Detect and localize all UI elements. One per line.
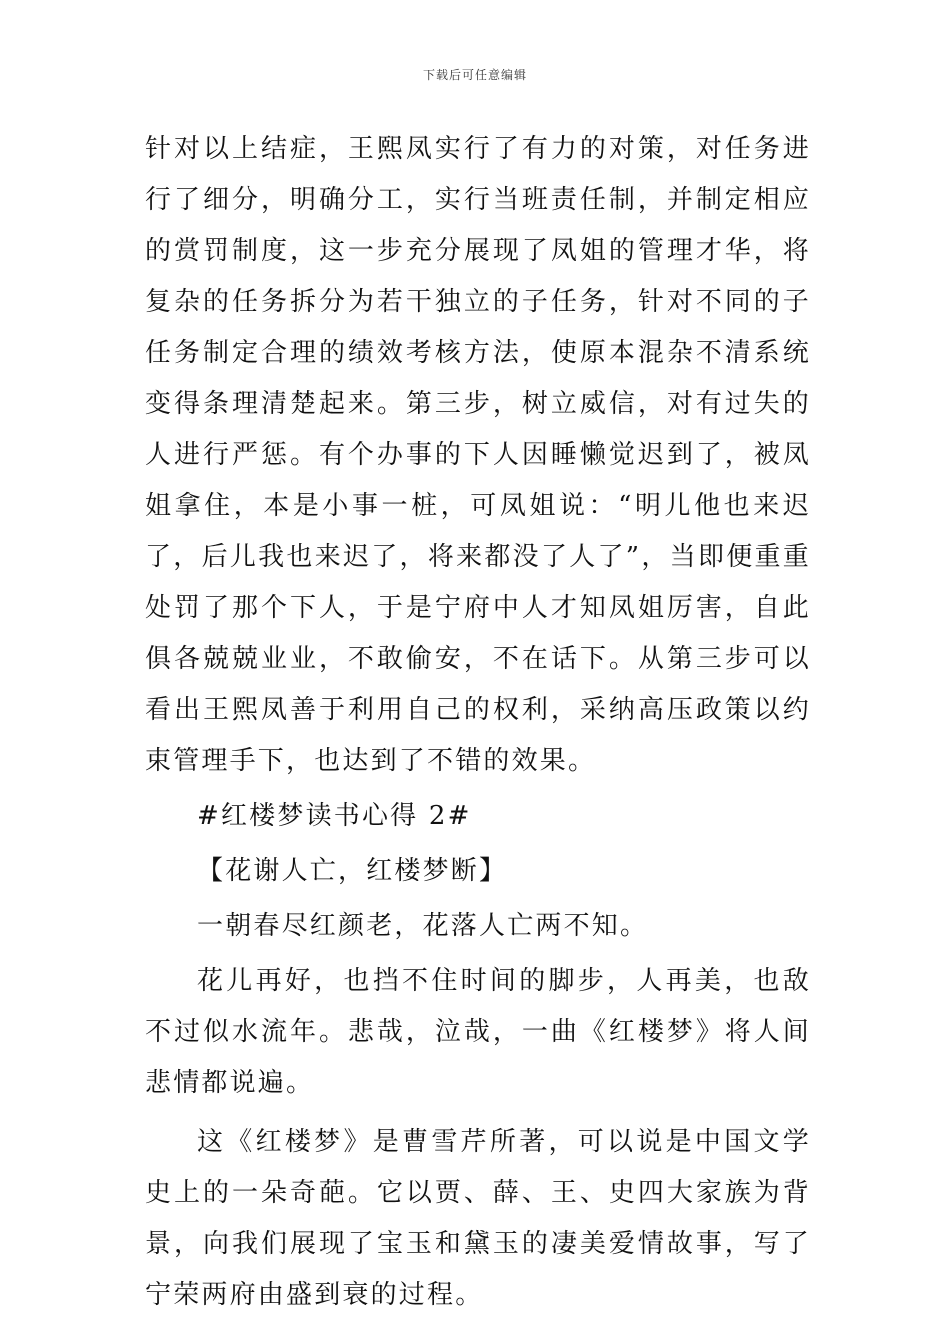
page-header: 下载后可任意编辑 <box>422 68 527 82</box>
section-heading: #红楼梦读书心得 2# <box>197 801 472 831</box>
essay-title: 【花谢人亡，红楼梦断】 <box>197 856 508 886</box>
opening-verse: 一朝春尽红颜老，花落人亡两不知。 <box>197 911 649 941</box>
document-body <box>145 124 811 1321</box>
paragraph-book-intro: 这《红楼梦》是曹雪芹所著，可以说是中国文学史上的一朵奇葩。它以贾、薛、王、史四大家族为背景，向我们展现了宝玉和黛玉的凄美爱情故事，写了宁荣两府由盛到衰的过程。 <box>145 1127 811 1310</box>
paragraph-fengjie-management: 针对以上结症，王熙凤实行了有力的对策，对任务进行了细分，明确分工，实行当班责任制，并制定相应的赏罚制度，这一步充分展现了凤姐的管理才华，将复杂的任务拆分为若干独立的子任务，针对不同的子任务制定合理的绩效考核方法，使原本混杂不清系统变得条理清楚起来。第三步，树立威信，对有过失的人进行严惩。有个办事的下人因睡懒觉迟到了，被凤姐拿住，本是小事一桩，可凤姐说：“明儿他也来迟了，后儿我也来迟了，将来都没了人了”，当即便重重处罚了那个下人，于是宁府中人才知凤姐厉害，自此俱各兢兢业业，不敢偷安，不在话下。从第三步可以看出王熙凤善于利用自己的权利，采纳高压政策以约束管理手下，也达到了不错的效果。 <box>145 134 811 776</box>
paragraph-flowers: 花儿再好，也挡不住时间的脚步，人再美，也敌不过似水流年。悲哉，泣哉，一曲《红楼梦》将人间悲情都说遍。 <box>145 966 811 1098</box>
